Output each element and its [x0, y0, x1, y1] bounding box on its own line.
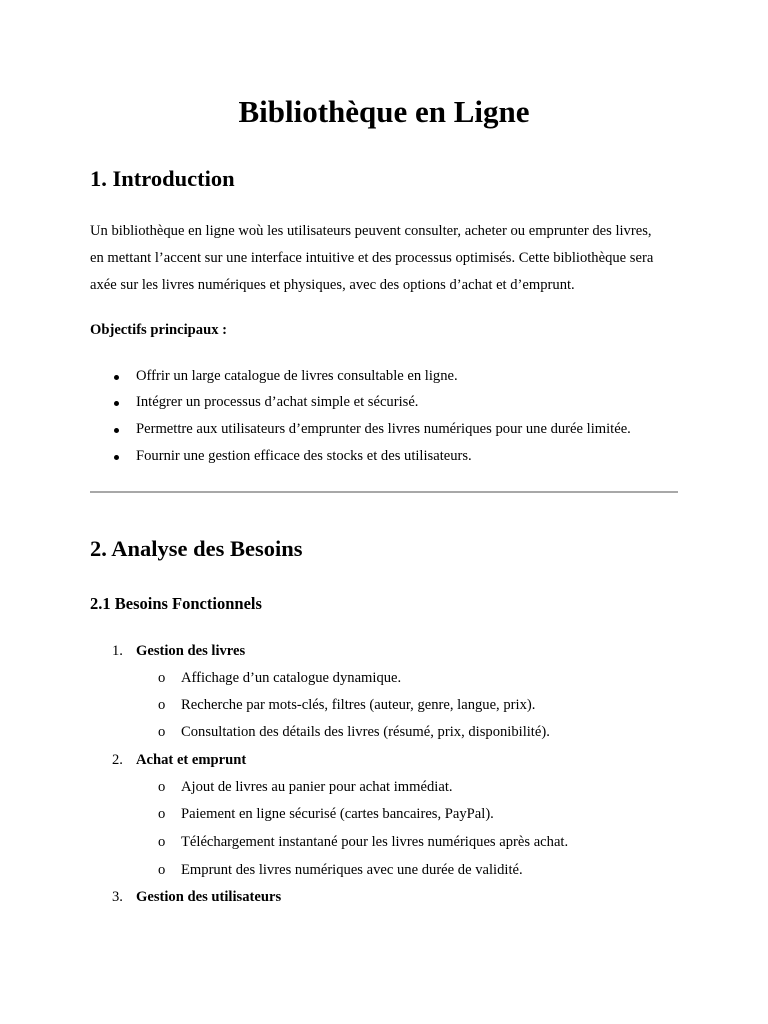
item-number: 2. [112, 752, 123, 768]
sub-bullet-icon: o [158, 834, 166, 850]
document-title: Bibliothèque en Ligne [238, 94, 530, 129]
bullet-icon [114, 428, 119, 433]
item-number: 3. [112, 889, 123, 905]
introduction-paragraph [90, 218, 680, 299]
item-title: Gestion des utilisateurs [136, 889, 282, 905]
paragraph-line: en mettant l’accent sur une interface intuitive et des processus optimisés. Cette bibliothèque sera [90, 250, 654, 266]
objective-text: Offrir un large catalogue de livres consultable en ligne. [136, 368, 458, 384]
item-title: Gestion des livres [136, 643, 246, 659]
sub-item-text: Consultation des détails des livres (résumé, prix, disponibilité). [181, 724, 550, 740]
objective-text: Intégrer un processus d’achat simple et sécurisé. [136, 394, 419, 410]
besoins-fonctionnels-heading: 2.1 Besoins Fonctionnels [90, 594, 262, 613]
sub-bullet-icon: o [158, 724, 166, 740]
sub-bullet-icon: o [158, 862, 166, 878]
item-title: Achat et emprunt [136, 752, 247, 768]
objective-text: Permettre aux utilisateurs d’emprunter des livres numériques pour une durée limitée. [136, 421, 631, 437]
sub-item-text: Emprunt des livres numériques avec une durée de validité. [181, 862, 523, 878]
sub-bullet-icon: o [158, 806, 166, 822]
sub-bullet-icon: o [158, 697, 166, 713]
bullet-icon [114, 401, 119, 406]
sub-item-text: Recherche par mots-clés, filtres (auteur, genre, langue, prix). [181, 697, 536, 713]
objective-text: Fournir une gestion efficace des stocks et des utilisateurs. [136, 448, 472, 464]
paragraph-line: axée sur les livres numériques et physiques, avec des options d’achat et d’emprunt. [90, 277, 575, 293]
sub-item-text: Ajout de livres au panier pour achat immédiat. [181, 779, 453, 795]
item-number: 1. [112, 643, 123, 659]
sub-bullet-icon: o [158, 670, 166, 686]
analyse-heading: 2. Analyse des Besoins [90, 536, 303, 561]
sub-item-text: Affichage d’un catalogue dynamique. [181, 670, 402, 686]
bullet-icon [114, 375, 119, 380]
sub-item-text: Téléchargement instantané pour les livres numériques après achat. [181, 834, 569, 850]
introduction-heading: 1. Introduction [90, 166, 235, 191]
section-divider [90, 491, 678, 493]
bullet-icon [114, 455, 119, 460]
sub-item-text: Paiement en ligne sécurisé (cartes bancaires, PayPal). [181, 806, 494, 822]
objectives-label: Objectifs principaux : [90, 322, 228, 338]
paragraph-line: Un bibliothèque en ligne woù les utilisateurs peuvent consulter, acheter ou emprunter des livres, [90, 223, 652, 239]
sub-bullet-icon: o [158, 779, 166, 795]
